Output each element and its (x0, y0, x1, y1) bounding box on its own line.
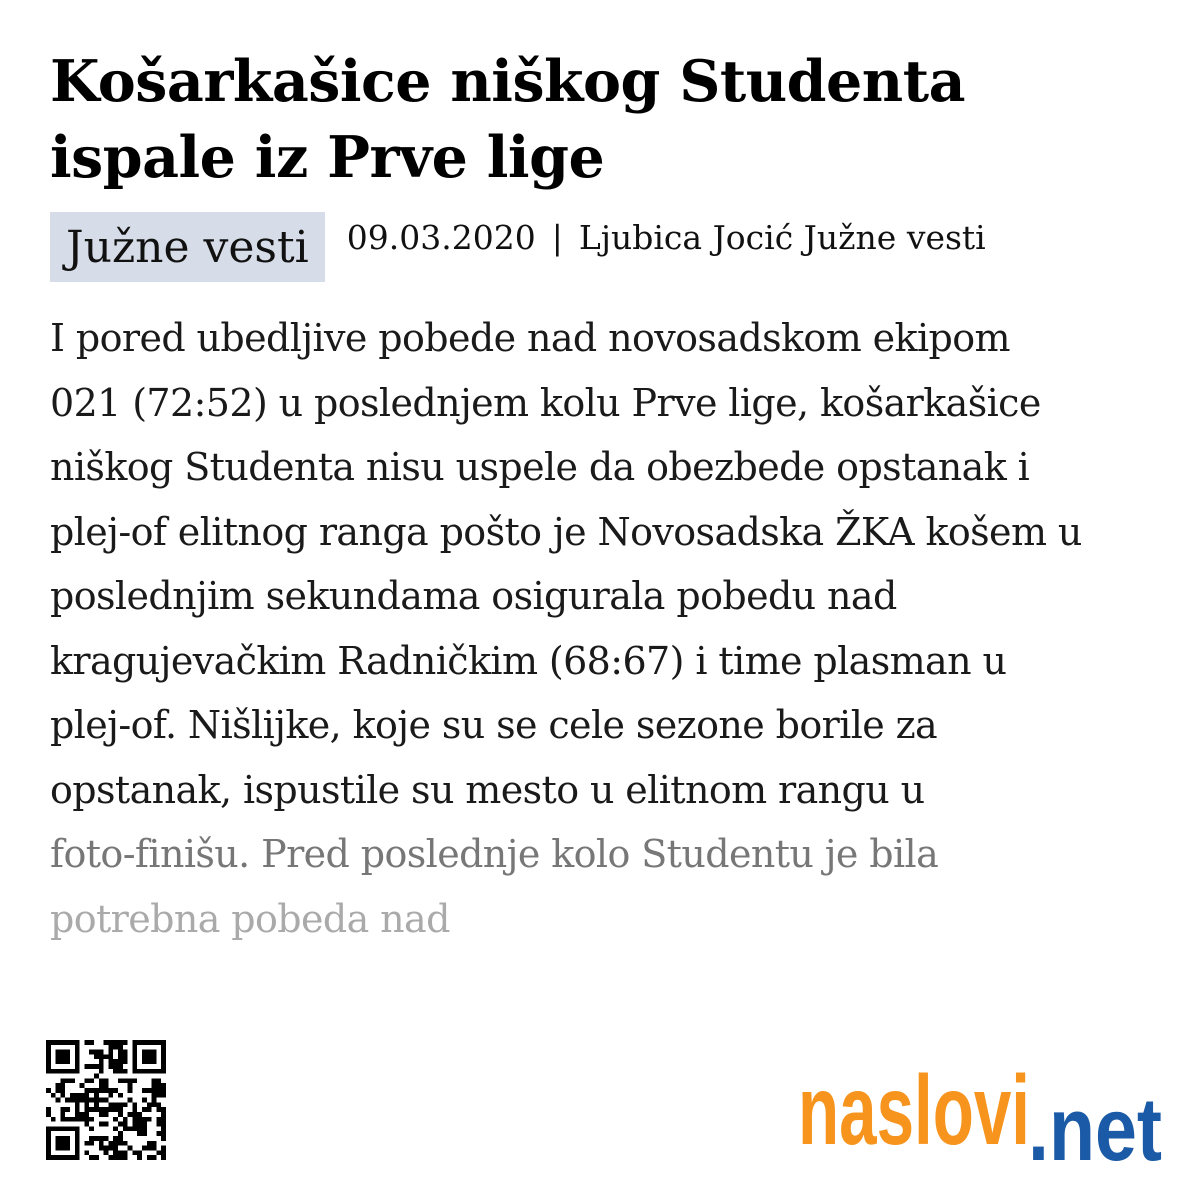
body-line: poslednjim sekundama osigurala pobedu nad (50, 574, 897, 618)
body-line: plej-of elitnog ranga pošto je Novosadska ŽKA košem u (50, 509, 1082, 554)
body-line-faded: foto-finišu. Pred poslednje kolo Studentu je bila (50, 832, 939, 876)
logo-text-naslovi: naslovi (798, 1058, 1030, 1165)
body-line: niškog Studenta nisu uspele da obezbede opstanak i (50, 445, 1030, 489)
body-line: plej-of. Nišlijke, koje su se cele sezone borile za (50, 703, 938, 747)
article-meta (50, 212, 986, 282)
body-line: opstanak, ispustile su mesto u elitnom rangu u (50, 767, 925, 812)
naslovi-net-logo[interactable] (798, 1058, 1168, 1168)
article-author: Ljubica Jocić Južne vesti (578, 217, 986, 257)
body-line-faded: potrebna pobeda nad (50, 896, 450, 941)
source-badge[interactable]: Južne vesti (50, 212, 325, 282)
meta-info (347, 218, 986, 257)
article-date: 09.03.2020 (346, 217, 536, 257)
body-line: kragujevačkim Radničkim (68:67) i time plasman u (50, 638, 1007, 683)
article-title: Košarkašice niškog Studenta ispale iz Prve lige (50, 48, 966, 191)
body-line: I pored ubedljive pobede nad novosadskom ekipom (50, 316, 1010, 360)
meta-separator: | (551, 217, 563, 257)
article-body (50, 306, 1160, 951)
qr-code-icon[interactable] (46, 1038, 166, 1162)
body-line: 021 (72:52) u poslednjem kolu Prve lige, košarkašice (50, 380, 1041, 425)
logo-text-net: .net (1028, 1080, 1162, 1168)
